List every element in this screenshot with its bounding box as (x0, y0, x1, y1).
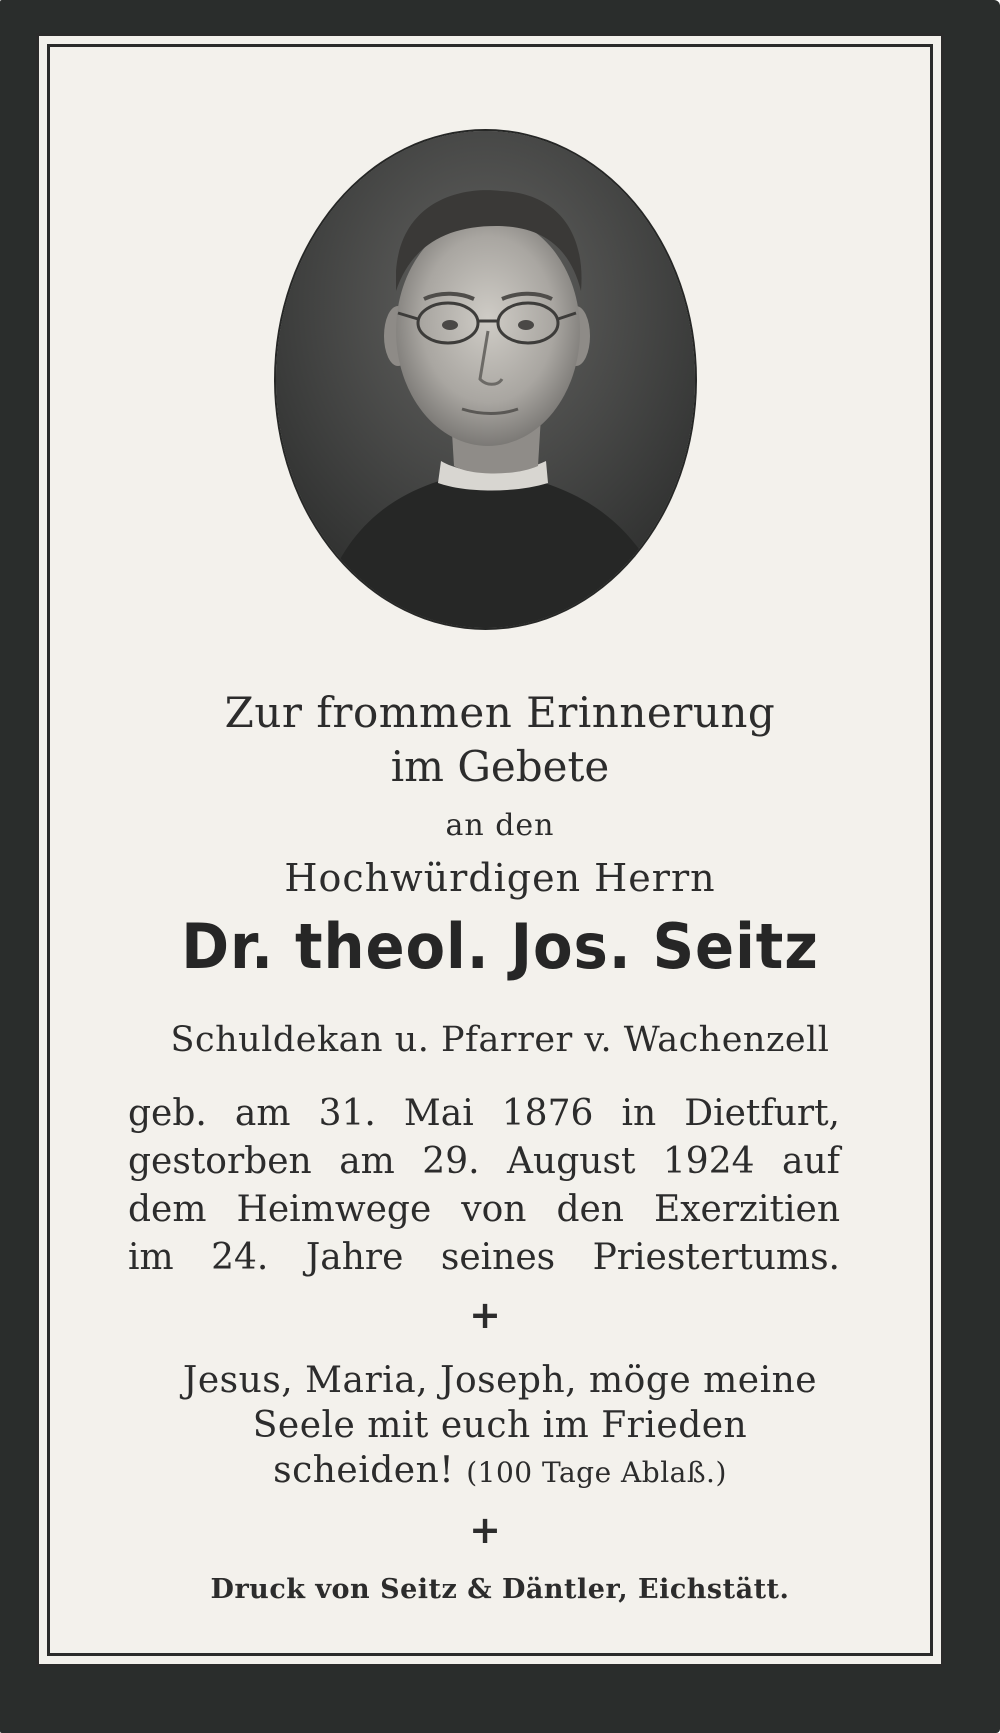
prayer-line (40, 1450, 960, 1491)
biography-line: geb. am 31. Mai 1876 in Dietfurt, (128, 1093, 840, 1134)
dedication-line: Zur frommen Erinnerung (224, 688, 776, 737)
printer-credit: Druck von Seitz & Däntler, Eichstätt. (210, 1574, 790, 1605)
cross-icon: + (469, 1508, 501, 1552)
deceased-title: Schuldekan u. Pfarrer v. Wachenzell (170, 1020, 830, 1060)
biography-line: gestorben am 29. August 1924 auf (128, 1141, 840, 1182)
dedication-line: im Gebete (390, 742, 610, 791)
cross-icon: + (469, 1293, 501, 1337)
honorific: Hochwürdigen Herrn (284, 856, 716, 900)
dedication-line: an den (445, 808, 555, 843)
biography (128, 1090, 840, 1282)
deceased-name: Dr. theol. Jos. Seitz (181, 910, 819, 983)
biography-line: dem Heimwege von den Exerzitien (128, 1189, 840, 1230)
prayer-line: Jesus, Maria, Joseph, möge meine (182, 1360, 818, 1401)
prayer-line-end: scheiden! (273, 1450, 455, 1491)
prayer-line: Seele mit euch im Frieden (252, 1405, 748, 1446)
portrait-photo (276, 131, 695, 628)
indulgence-note: (100 Tage Ablaß.) (466, 1456, 727, 1489)
biography-line: im 24. Jahre seines Priestertums. (128, 1237, 840, 1278)
